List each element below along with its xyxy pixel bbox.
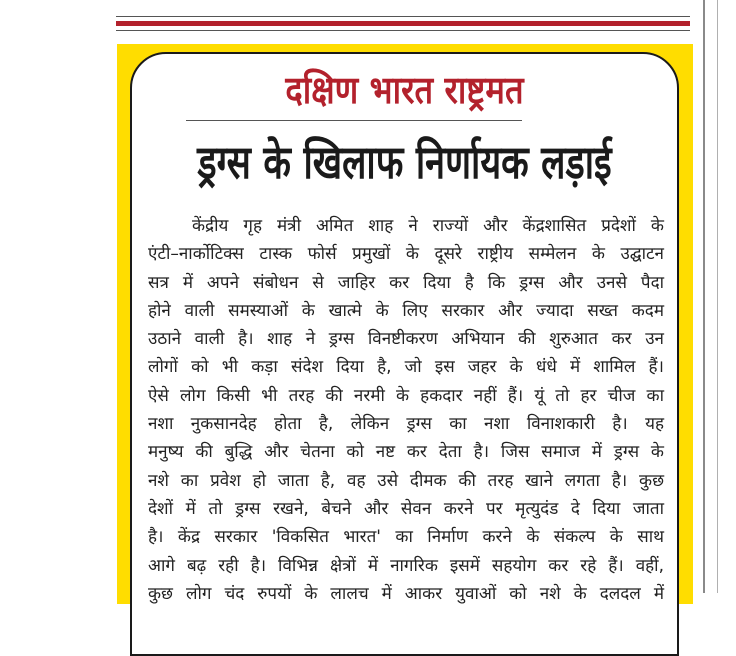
body-line: नशा नुकसानदेह होता है, लेकिन ड्रग्स का नशा विनाशकारी है। यह — [148, 414, 664, 435]
body-line: कुछ लोग चंद रुपयों के लालच में आकर युवाओं को नशे के दलदल में — [148, 583, 664, 604]
body-line: नशे का प्रवेश हो जाता है, वह उसे दीमक की तरह खाने लगता है। कुछ — [148, 470, 664, 491]
masthead-underline — [186, 120, 522, 121]
red-rule — [116, 21, 690, 26]
body-line: केंद्रीय गृह मंत्री अमित शाह ने राज्यों और केंद्रशासित प्रदेशों के — [192, 216, 664, 236]
body-line: सत्र में अपने संबोधन से जाहिर कर दिया है कि ड्रग्स और उनसे पैदा — [148, 272, 664, 293]
thin-rule-bottom — [116, 30, 690, 31]
article-body — [148, 212, 664, 608]
editorial-box — [130, 52, 679, 656]
header-rules — [116, 16, 690, 31]
body-line: देशों में तो ड्रग्स रखने, बेचने और सेवन करने पर मृत्युदंड दे दिया जाता — [148, 498, 664, 519]
body-line: उठाने वाली है। शाह ने ड्रग्स विनष्टीकरण अभियान की शुरुआत कर उन — [148, 329, 664, 350]
editorial-frame — [117, 44, 693, 604]
page-edge-divider — [717, 0, 718, 593]
masthead: दक्षिण भारत राष्ट्रमत — [285, 68, 524, 112]
headline: ड्रग्स के खिलाफ निर्णायक लड़ाई — [197, 135, 612, 189]
body-line: होने वाली समस्याओं के खात्मे के लिए सरकार और ज्यादा सख्त कदम — [148, 300, 664, 321]
body-line: मनुष्य की बुद्धि और चेतना को नष्ट कर देता है। जिस समाज में ड्रग्स के — [148, 442, 664, 463]
body-line: आगे बढ़ रही है। विभिन्न क्षेत्रों में नागरिक इसमें सहयोग कर रहे हैं। वहीं, — [148, 555, 664, 576]
body-line: ऐसे लोग किसी भी तरह की नरमी के हकदार नहीं हैं। यूं तो हर चीज का — [148, 385, 664, 406]
body-line: है। केंद्र सरकार 'विकसित भारत' का निर्माण करने के संकल्प के साथ — [148, 527, 664, 548]
body-line: लोगों को भी कड़ा संदेश दिया है, जो इस जहर के धंधे में शामिल हैं। — [148, 357, 664, 378]
body-line: एंटी–नार्कोटिक्स टास्क फोर्स प्रमुखों के दूसरे राष्ट्रीय सम्मेलन के उद्घाटन — [148, 244, 664, 265]
thin-rule-top — [116, 16, 690, 17]
column-divider — [703, 0, 705, 593]
